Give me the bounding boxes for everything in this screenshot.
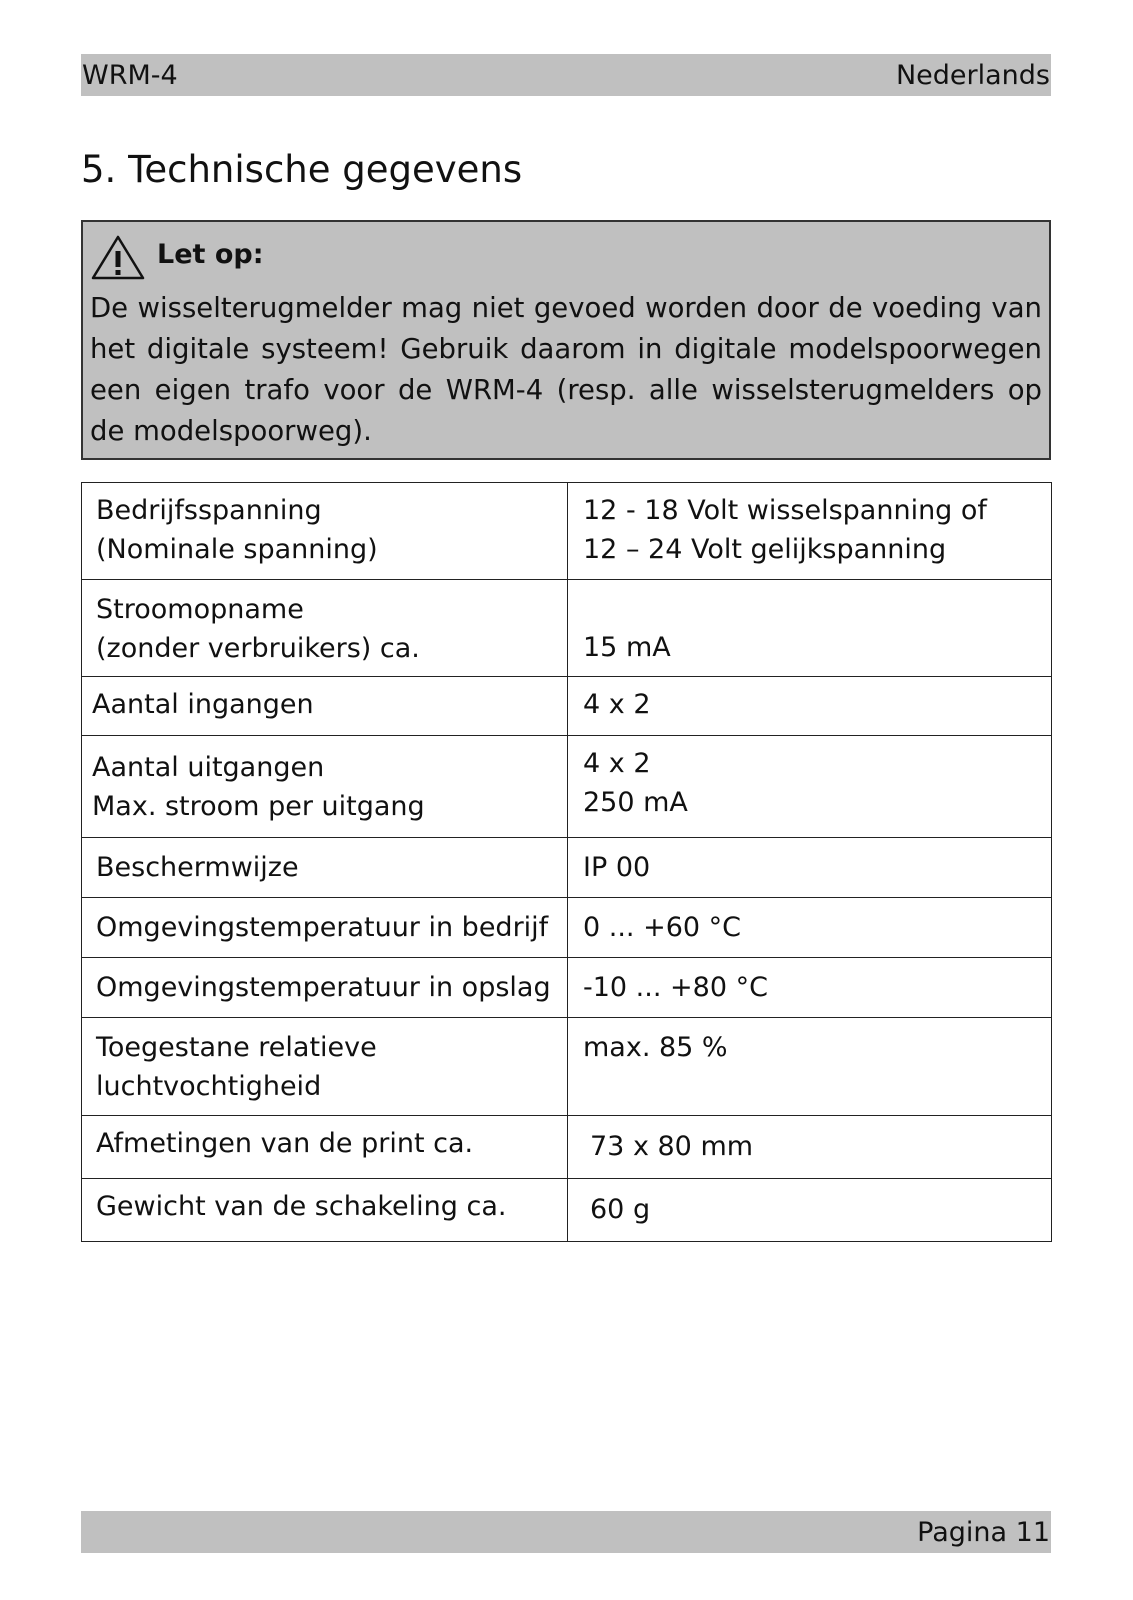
spec-value: IP 00 — [583, 852, 651, 883]
warning-title: Let op: — [157, 238, 264, 270]
page-header — [81, 54, 1051, 96]
warning-heading — [91, 234, 264, 280]
table-row — [82, 580, 1052, 677]
warning-text: De wisselterugmelder mag niet gevoed worden door de voeding van het digitale systeem! Gebruik daarom in digitale modelspoorwegen een eigen trafo voor de WRM-4 (resp. alle wisselsterugmelders op de modelspoorweg). — [90, 292, 1042, 447]
table-row — [82, 898, 1052, 958]
table-row — [82, 1179, 1052, 1242]
spec-label: Aantal ingangen — [92, 689, 314, 720]
warning-box — [81, 220, 1051, 460]
spec-label: Omgevingstemperatuur in bedrijf — [96, 912, 549, 943]
header-product: WRM-4 — [82, 59, 178, 91]
table-row — [82, 736, 1052, 838]
page-number: Pagina 11 — [917, 1516, 1050, 1548]
spec-label: Gewicht van de schakeling ca. — [96, 1191, 507, 1222]
spec-value: 0 ... +60 °C — [583, 912, 742, 943]
spec-label: Beschermwijze — [96, 852, 299, 883]
spec-value: 15 mA — [583, 632, 671, 663]
spec-value: 12 - 18 Volt wisselspanning of 12 – 24 Volt gelijkspanning — [583, 495, 987, 565]
table-row — [82, 677, 1052, 736]
spec-label: Bedrijfsspanning (Nominale spanning) — [96, 495, 378, 565]
table-row — [82, 838, 1052, 898]
spec-value: 73 x 80 mm — [590, 1131, 754, 1162]
spec-value: 4 x 2 250 mA — [583, 748, 688, 818]
specs-table — [81, 482, 1052, 1242]
spec-label: Omgevingstemperatuur in opslag — [96, 972, 551, 1003]
table-row — [82, 958, 1052, 1018]
spec-value: 60 g — [590, 1194, 651, 1225]
spec-label: Afmetingen van de print ca. — [96, 1128, 474, 1159]
table-row — [82, 483, 1052, 580]
spec-label: Toegestane relatieve luchtvochtigheid — [96, 1032, 377, 1102]
spec-value: max. 85 % — [583, 1032, 728, 1063]
table-row — [82, 1116, 1052, 1179]
table-row — [82, 1018, 1052, 1116]
spec-label: Stroomopname (zonder verbruikers) ca. — [96, 594, 420, 664]
header-language: Nederlands — [895, 59, 1050, 91]
page-footer — [81, 1511, 1051, 1553]
spec-value: -10 ... +80 °C — [583, 972, 768, 1003]
spec-value: 4 x 2 — [583, 689, 651, 720]
spec-label: Aantal uitgangen Max. stroom per uitgang — [92, 752, 425, 822]
section-title: 5. Technische gegevens — [81, 148, 523, 191]
warning-triangle-icon — [91, 234, 145, 280]
